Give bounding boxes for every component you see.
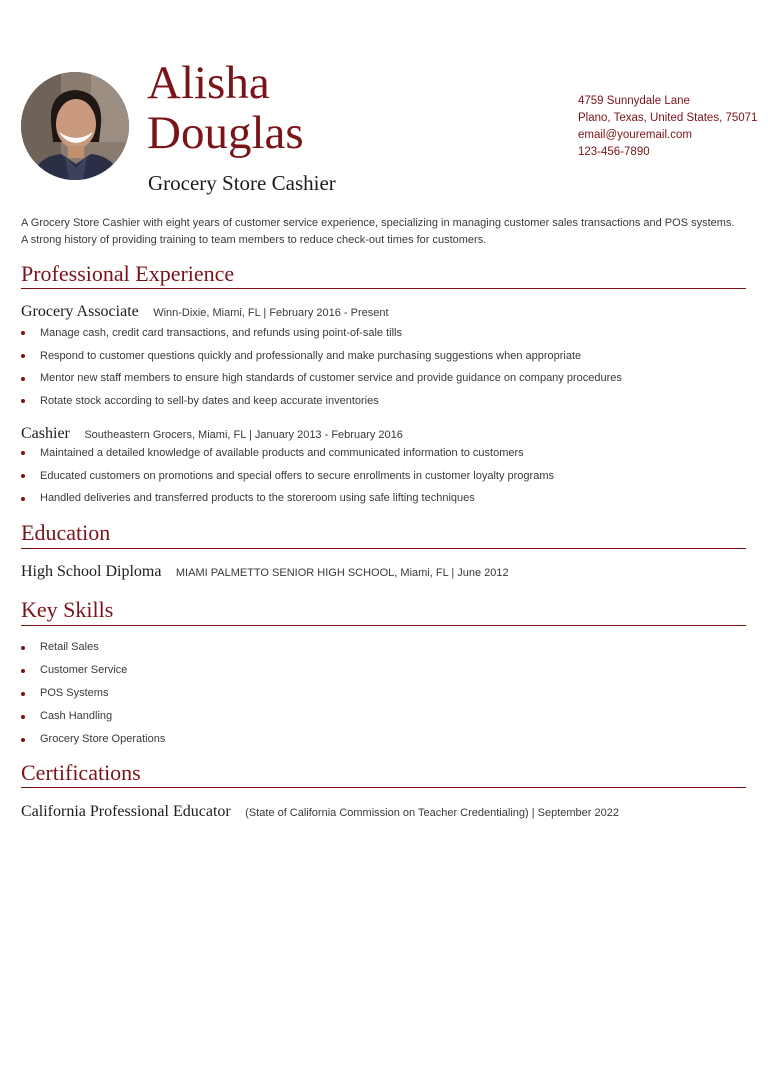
section-title-education: Education: [21, 520, 111, 545]
list-item: Respond to customer questions quickly and professionally and make purchasing suggestions when appropriate: [21, 345, 741, 368]
summary-paragraph: A Grocery Store Cashier with eight years of customer service experience, specializing in managing customer sales transactions and POS systems. A strong history of providing training to team members to reduce check-out times for customers.: [21, 217, 735, 246]
skill-item: Retail Sales: [21, 636, 741, 659]
section-divider: [21, 548, 746, 549]
job-title-2: Cashier: [21, 425, 70, 442]
skill-item: Customer Service: [21, 659, 741, 682]
list-item: Maintained a detailed knowledge of available products and communicated information to customers: [21, 442, 741, 465]
section-divider: [21, 625, 746, 626]
profile-photo: [21, 72, 129, 180]
list-item: Handled deliveries and transferred products to the storeroom using safe lifting techniques: [21, 487, 741, 510]
job-entry-header: [21, 425, 403, 443]
email-link[interactable]: email@youremail.com: [578, 129, 692, 141]
address-street: 4759 Sunnydale Lane: [578, 95, 690, 107]
skill-item: POS Systems: [21, 682, 741, 705]
job-title: Grocery Store Cashier: [148, 171, 336, 195]
last-name: Douglas: [147, 107, 304, 159]
list-item: Rotate stock according to sell-by dates and keep accurate inventories: [21, 390, 741, 413]
certification-meta: (State of California Commission on Teacher Credentialing) | September 2022: [245, 807, 619, 819]
education-meta: MIAMI PALMETTO SENIOR HIGH SCHOOL, Miami, FL | June 2012: [175, 567, 509, 579]
job-bullets-2: [21, 442, 741, 510]
education-entry: [21, 563, 509, 581]
job-entry-header: [21, 303, 389, 321]
job-meta-2: Southeastern Grocers, Miami, FL | January 2013 - February 2016: [84, 429, 403, 441]
contact-block: [578, 93, 757, 161]
job-bullets-1: [21, 322, 741, 413]
first-name: Alisha: [147, 57, 270, 109]
phone-number: 123-456-7890: [578, 146, 650, 158]
job-title-1: Grocery Associate: [21, 303, 139, 320]
section-divider: [21, 787, 746, 788]
section-title-certifications: Certifications: [21, 760, 141, 785]
list-item: Manage cash, credit card transactions, and refunds using point-of-sale tills: [21, 322, 741, 345]
skills-list: [21, 636, 741, 751]
list-item: Mentor new staff members to ensure high standards of customer service and provide guidance on company procedures: [21, 367, 741, 390]
section-divider: [21, 288, 746, 289]
address-city: Plano, Texas, United States, 75071: [578, 112, 758, 124]
list-item: Educated customers on promotions and special offers to secure enrollments in customer loyalty programs: [21, 465, 741, 488]
certification-entry: [21, 803, 619, 821]
degree-name: High School Diploma: [21, 563, 162, 580]
profile-photo-illustration: [21, 72, 129, 180]
skill-item: Cash Handling: [21, 705, 741, 728]
section-title-skills: Key Skills: [21, 597, 114, 622]
section-title-experience: Professional Experience: [21, 261, 235, 286]
certification-name: California Professional Educator: [21, 803, 231, 820]
job-meta-1: Winn-Dixie, Miami, FL | February 2016 - Present: [153, 307, 389, 319]
skill-item: Grocery Store Operations: [21, 728, 741, 751]
candidate-name: [147, 58, 527, 158]
